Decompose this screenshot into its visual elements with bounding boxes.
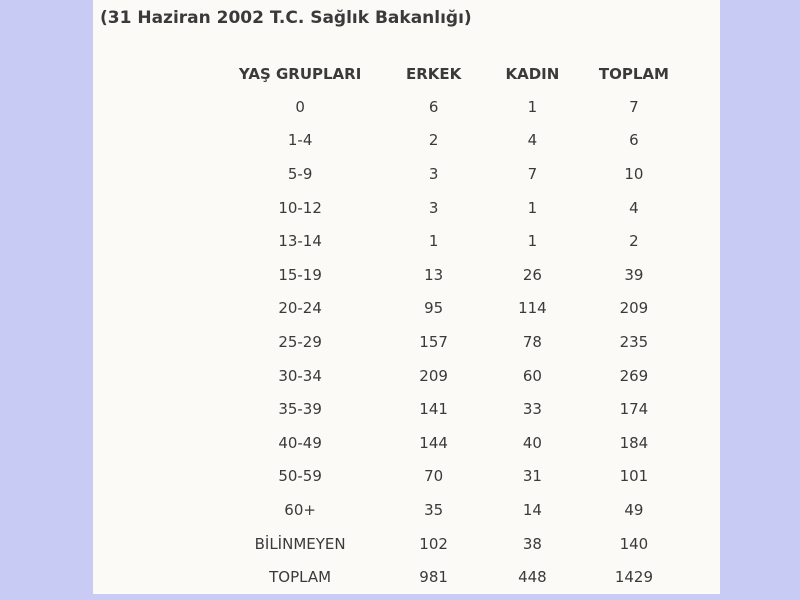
total-cell: 2	[629, 232, 639, 251]
table-row	[220, 359, 690, 393]
table-row	[220, 527, 690, 561]
table-row	[220, 460, 690, 494]
female-cell: 31	[522, 467, 542, 486]
total-cell: 269	[619, 366, 649, 385]
total-cell: 49	[624, 500, 644, 519]
female-cell: 1	[527, 232, 538, 251]
table-row	[220, 124, 690, 158]
age-cell: 35-39	[278, 400, 322, 419]
age-group-table	[220, 57, 690, 594]
male-cell: 13	[424, 265, 444, 284]
female-cell: 38	[522, 534, 542, 553]
total-cell: 184	[619, 433, 649, 452]
table-row	[220, 325, 690, 359]
male-cell: 6	[428, 97, 439, 116]
male-cell: 102	[419, 534, 448, 553]
table-row	[220, 191, 690, 225]
table-row	[220, 392, 690, 426]
male-cell: 2	[428, 131, 439, 150]
female-cell: 14	[522, 500, 542, 519]
age-cell: 1-4	[287, 131, 313, 150]
table-row	[220, 292, 690, 326]
female-cell: 1	[527, 97, 538, 116]
male-cell: 35	[424, 500, 444, 519]
female-cell: 114	[518, 299, 547, 318]
female-cell: 448	[518, 568, 547, 587]
total-cell: 101	[619, 467, 649, 486]
total-cell: 4	[629, 198, 639, 217]
male-cell: 144	[419, 433, 448, 452]
male-cell: 157	[419, 332, 448, 351]
male-cell: 1	[428, 232, 439, 251]
age-cell: TOPLAM	[269, 568, 332, 587]
female-cell: 40	[522, 433, 542, 452]
total-cell: 1429	[614, 568, 653, 587]
document-caption: (31 Haziran 2002 T.C. Sağlık Bakanlığı)	[100, 8, 472, 28]
header-male: ERKEK	[405, 64, 462, 83]
header-age-groups: YAŞ GRUPLARI	[238, 64, 362, 83]
total-cell: 7	[629, 97, 639, 116]
female-cell: 60	[522, 366, 542, 385]
table-header-row	[220, 57, 690, 90]
male-cell: 70	[424, 467, 444, 486]
table-row	[220, 90, 690, 124]
age-cell: BİLİNMEYEN	[254, 534, 346, 553]
age-cell: 40-49	[278, 433, 322, 452]
total-cell: 39	[624, 265, 644, 284]
male-cell: 981	[419, 568, 448, 587]
male-cell: 3	[428, 198, 439, 217]
total-cell: 235	[619, 332, 649, 351]
female-cell: 78	[522, 332, 542, 351]
female-cell: 4	[527, 131, 538, 150]
table-row	[220, 426, 690, 460]
female-cell: 26	[522, 265, 542, 284]
total-cell: 6	[629, 131, 639, 150]
table-row	[220, 157, 690, 191]
header-total: TOPLAM	[598, 64, 669, 83]
table-row	[220, 224, 690, 258]
male-cell: 209	[419, 366, 448, 385]
table-row	[220, 258, 690, 292]
total-cell: 209	[619, 299, 649, 318]
age-cell: 30-34	[278, 366, 322, 385]
total-cell: 140	[619, 534, 649, 553]
age-cell: 5-9	[287, 164, 313, 183]
table-row	[220, 493, 690, 527]
age-cell: 50-59	[278, 467, 322, 486]
age-cell: 25-29	[278, 332, 322, 351]
age-cell: 10-12	[278, 198, 322, 217]
age-cell: 0	[295, 97, 305, 116]
age-cell: 60+	[284, 500, 316, 519]
total-cell: 174	[619, 400, 649, 419]
female-cell: 7	[527, 164, 538, 183]
female-cell: 1	[527, 198, 538, 217]
table-total-row	[220, 560, 690, 594]
male-cell: 3	[428, 164, 439, 183]
total-cell: 10	[624, 164, 644, 183]
age-cell: 13-14	[278, 232, 322, 251]
male-cell: 95	[424, 299, 444, 318]
male-cell: 141	[419, 400, 448, 419]
age-cell: 20-24	[278, 299, 322, 318]
header-female: KADIN	[505, 64, 560, 83]
age-cell: 15-19	[278, 265, 322, 284]
female-cell: 33	[522, 400, 542, 419]
